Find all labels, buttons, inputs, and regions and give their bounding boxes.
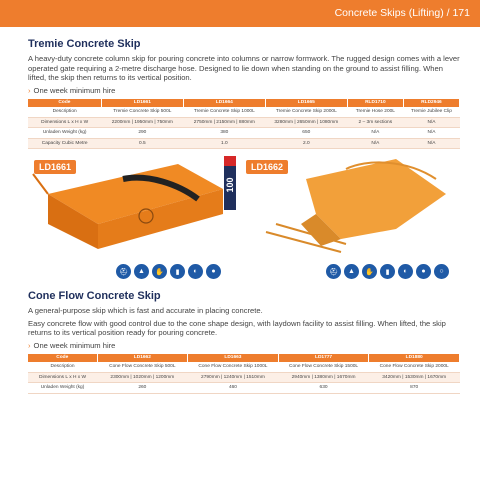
- table-header: RLD1710: [347, 99, 403, 107]
- badge-red-strip: [224, 156, 236, 166]
- table-cell: Unladen Weight (kg): [28, 128, 101, 139]
- boots-icon: ▮: [170, 264, 185, 279]
- table-cell: 2750mm | 2150mm | 880mm: [183, 117, 265, 128]
- page-header-title: Concrete Skips (Lifting) / 171: [334, 7, 470, 19]
- badge-number: 100: [225, 177, 235, 193]
- tremie-hire-note: [28, 86, 460, 95]
- table-cell: Dimensions L x H x W: [28, 117, 101, 128]
- gloves-icon: ✋: [362, 264, 377, 279]
- page-content: [28, 38, 460, 394]
- table-cell: Cone Flow Concrete Skip 1500L: [278, 362, 369, 373]
- hundred-badge: [224, 156, 236, 210]
- ppe-icons-right: [326, 264, 449, 279]
- table-cell: 2 – 3m sections: [347, 117, 403, 128]
- table-cell: Cone Flow Concrete Skip 500L: [97, 362, 188, 373]
- table-header: RLD2946: [403, 99, 459, 107]
- coneflow-description-2: Easy concrete flow with good control due to the cone shape design, with laydown facility to assist filling. When lifted, the skip returns to its vertical position ready for pouring concrete.: [28, 318, 446, 337]
- table-header: Code: [28, 99, 101, 107]
- table-header: LD1662: [97, 354, 188, 362]
- tremie-skip-photo: [28, 154, 228, 282]
- table-row: [28, 107, 460, 118]
- table-cell: Dimensions L x H x W: [28, 372, 97, 383]
- table-cell: Unladen Weight (kg): [28, 383, 97, 394]
- tremie-hire-text: One week minimum hire: [33, 85, 116, 95]
- photo-code-tag-right: LD1662: [246, 160, 288, 174]
- table-cell: 460: [188, 383, 279, 394]
- hi-vis-icon: ▲: [134, 264, 149, 279]
- coneflow-hire-text: One week minimum hire: [33, 340, 116, 350]
- table-cell: N/A: [347, 138, 403, 149]
- table-header: LD1665: [265, 99, 347, 107]
- table-cell: Tremie Jubilee Clip: [403, 107, 459, 118]
- table-cell: 2200mm | 1950mm | 750mm: [101, 117, 183, 128]
- table-cell: 3420mm | 1530mm | 1670mm: [369, 372, 460, 383]
- tremie-description: A heavy-duty concrete column skip for pouring concrete into columns or narrow formwork. The rugged design comes with a lever operated gate requiring a 2-metre discharge hose. Designed to lie down when standing on the ground to assist filling. When lifted, the skip then returns to its vertical position.: [28, 54, 460, 82]
- ear-protection-icon: ◐: [188, 264, 203, 279]
- table-cell: Tremie Hose 200L: [347, 107, 403, 118]
- table-cell: 380: [183, 128, 265, 139]
- table-cell: 0.5: [101, 138, 183, 149]
- product-photo-row: [28, 154, 460, 282]
- table-row: [28, 117, 460, 128]
- ear-protection-icon: ◐: [398, 264, 413, 279]
- coneflow-title: Cone Flow Concrete Skip: [28, 290, 161, 302]
- table-cell: 630: [278, 383, 369, 394]
- table-row: [28, 362, 460, 373]
- coneflow-hire-note: [28, 341, 460, 350]
- photo-code-tag-left: LD1661: [34, 160, 76, 174]
- table-row: [28, 128, 460, 139]
- table-cell: Capacity Cubic Metre: [28, 138, 101, 149]
- table-cell: 2300mm | 1020mm | 1200mm: [97, 372, 188, 383]
- boots-icon: ▮: [380, 264, 395, 279]
- table-cell: Cone Flow Concrete Skip 1000L: [188, 362, 279, 373]
- table-cell: Tremie Concrete Skip 1000L: [183, 107, 265, 118]
- table-cell: Cone Flow Concrete Skip 2000L: [369, 362, 460, 373]
- table-cell: N/A: [403, 138, 459, 149]
- hard-hat-icon: ⛑: [326, 264, 341, 279]
- table-header: LD1664: [183, 99, 265, 107]
- coneflow-description-1: A general-purpose skip which is fast and accurate in placing concrete.: [28, 306, 263, 315]
- table-cell: N/A: [403, 128, 459, 139]
- hi-vis-icon: ▲: [344, 264, 359, 279]
- table-cell: 2940mm | 1380mm | 1670mm: [278, 372, 369, 383]
- table-cell: Description: [28, 362, 97, 373]
- coneflow-skip-photo: [246, 154, 460, 282]
- table-row: [28, 383, 460, 394]
- bullet-icon: ›: [28, 85, 31, 95]
- ppe-icons-left: [116, 264, 221, 279]
- table-cell: 2.0: [265, 138, 347, 149]
- table-row: [28, 372, 460, 383]
- gloves-icon: ✋: [152, 264, 167, 279]
- table-cell: 260: [97, 383, 188, 394]
- table-cell: Description: [28, 107, 101, 118]
- table-cell: Tremie Concrete Skip 2000L: [265, 107, 347, 118]
- table-header: LD1777: [278, 354, 369, 362]
- table-header: LD1661: [101, 99, 183, 107]
- eye-protection-icon: ●: [416, 264, 431, 279]
- hard-hat-icon: ⛑: [116, 264, 131, 279]
- table-cell: 870: [369, 383, 460, 394]
- table-header: LD1663: [188, 354, 279, 362]
- header-bar: [0, 0, 480, 27]
- tremie-title: Tremie Concrete Skip: [28, 38, 141, 50]
- table-row: [28, 138, 460, 149]
- table-cell: N/A: [347, 128, 403, 139]
- table-header: LD1880: [369, 354, 460, 362]
- coneflow-spec-table: [28, 354, 460, 394]
- table-cell: N/A: [403, 117, 459, 128]
- mask-icon: ○: [434, 264, 449, 279]
- tremie-spec-table: [28, 99, 460, 150]
- eye-protection-icon: ●: [206, 264, 221, 279]
- table-cell: 290: [101, 128, 183, 139]
- table-cell: 2790mm | 1240mm | 1510mm: [188, 372, 279, 383]
- table-cell: Tremie Concrete Skip 500L: [101, 107, 183, 118]
- bullet-icon: ›: [28, 340, 31, 350]
- table-cell: 650: [265, 128, 347, 139]
- table-header: Code: [28, 354, 97, 362]
- table-cell: 3280mm | 2650mm | 1080mm: [265, 117, 347, 128]
- table-cell: 1.0: [183, 138, 265, 149]
